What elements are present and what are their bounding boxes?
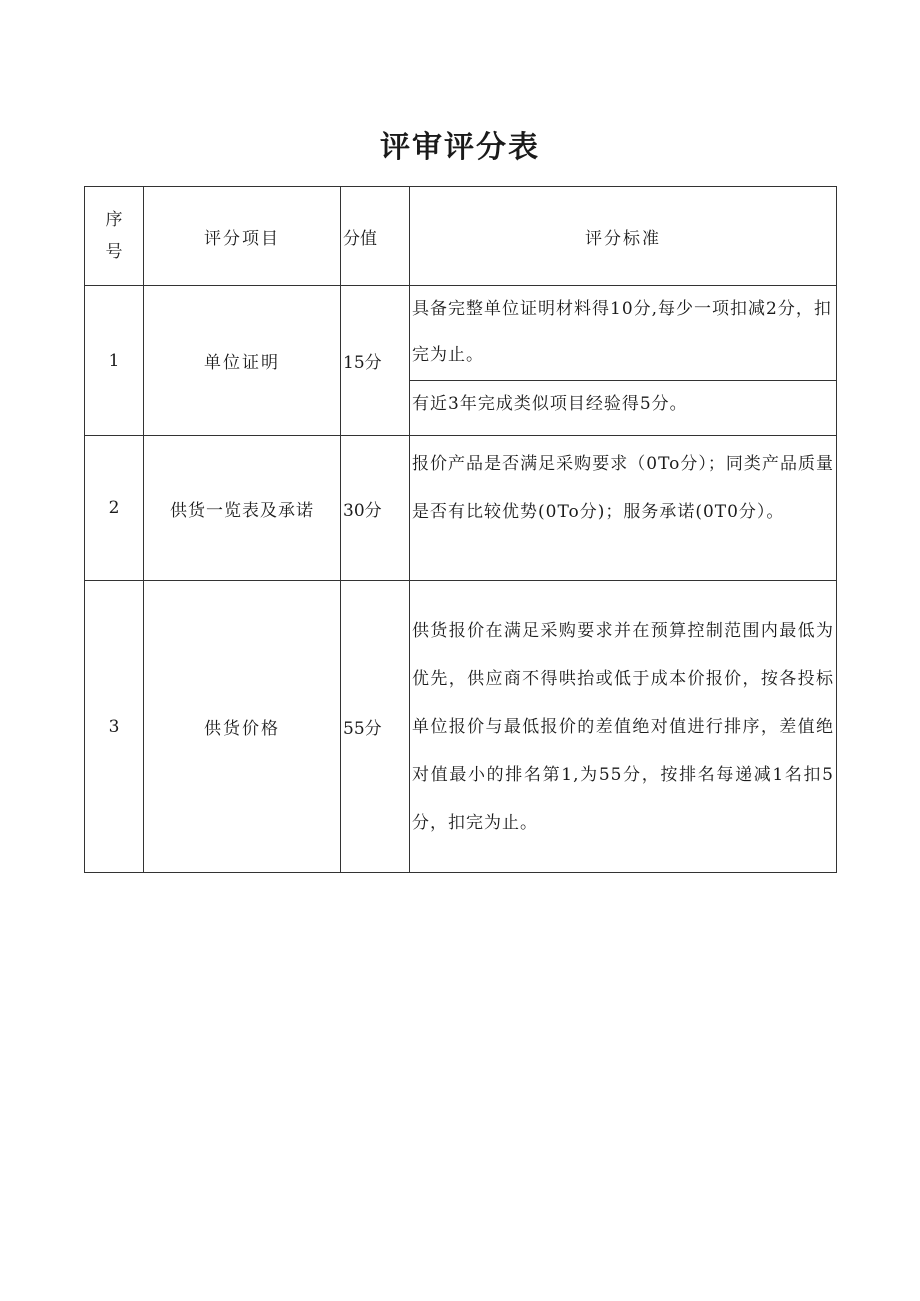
- row-criteria: [410, 286, 837, 436]
- row-no: 1: [85, 286, 144, 436]
- row-criteria: 供货报价在满足采购要求并在预算控制范围内最低为优先，供应商不得哄抬或低于成本价报价，按各投标单位报价与最低报价的差值绝对值进行排序，差值绝对值最小的排名第1,为55分，按排名每递减1名扣5分，扣完为止。: [410, 581, 837, 873]
- header-no: [85, 187, 144, 286]
- row-no: 3: [85, 581, 144, 873]
- header-score: 分值: [341, 187, 410, 286]
- criteria-line: 有近3年完成类似项目经验得5分。: [410, 380, 836, 431]
- row-score: 30分: [341, 436, 410, 581]
- criteria-line: 具备完整单位证明材料得10分,每少一项扣减2分，扣完为止。: [412, 299, 832, 365]
- table-header-row: [85, 187, 837, 286]
- row-no: 2: [85, 436, 144, 581]
- header-no-line1: 序: [105, 210, 123, 230]
- row-item: 供货一览表及承诺: [144, 436, 341, 581]
- header-criteria: 评分标准: [410, 187, 837, 286]
- row-item: 单位证明: [144, 286, 341, 436]
- row-item: 供货价格: [144, 581, 341, 873]
- table-row: [85, 436, 837, 581]
- row-score: 55分: [341, 581, 410, 873]
- row-score: 15分: [341, 286, 410, 436]
- row-criteria: 报价产品是否满足采购要求（0To分）；同类产品质量是否有比较优势(0To分)；服务承诺(0T0分）。: [410, 436, 837, 581]
- page-title: 评审评分表: [380, 130, 540, 165]
- table-row: [85, 581, 837, 873]
- header-no-line2: 号: [105, 242, 123, 262]
- scoring-table: [84, 186, 837, 873]
- header-item: 评分项目: [144, 187, 341, 286]
- table-row: [85, 286, 837, 436]
